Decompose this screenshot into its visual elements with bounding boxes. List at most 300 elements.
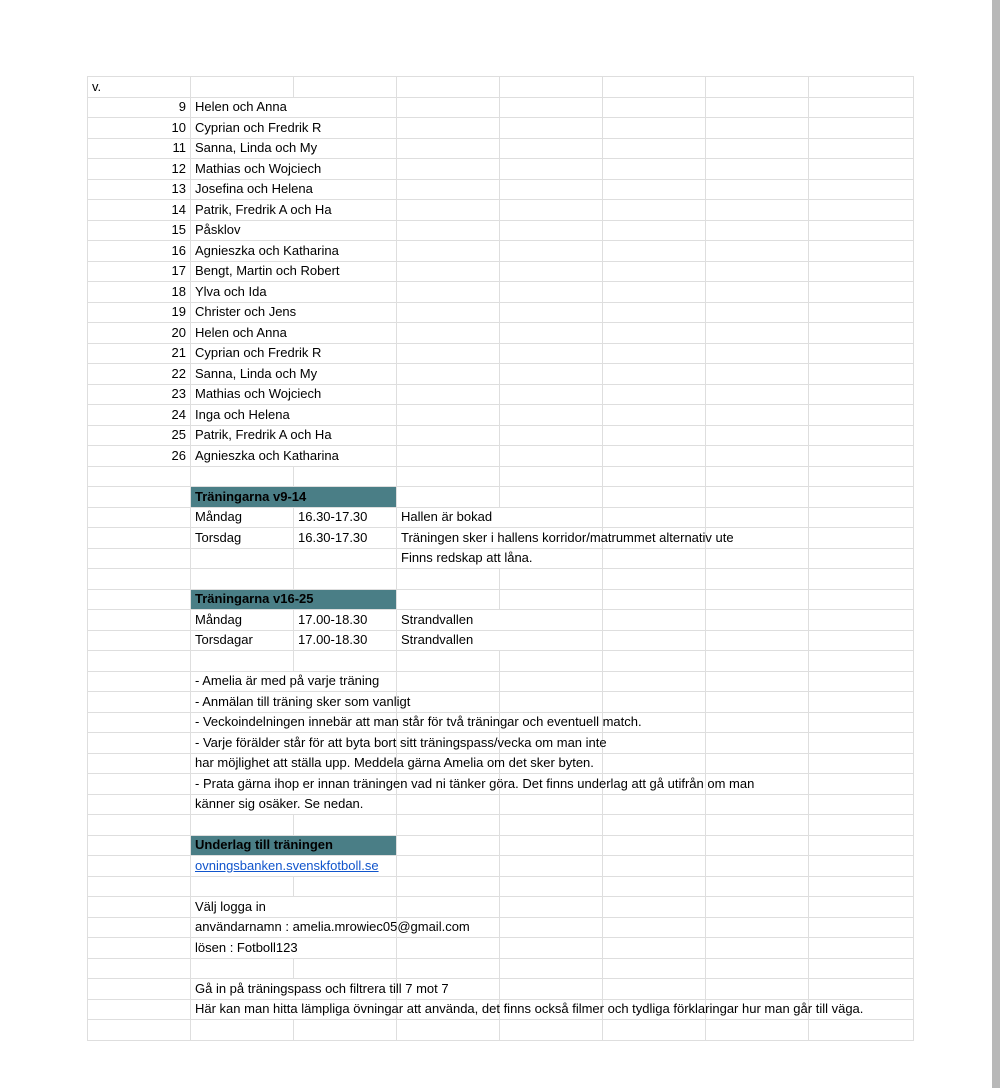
cell[interactable] (500, 118, 603, 139)
week-number[interactable]: 25 (88, 425, 191, 446)
cell[interactable] (603, 733, 706, 754)
responsible-names[interactable]: Agnieszka och Katharina (191, 241, 294, 262)
cell[interactable] (706, 815, 809, 836)
cell[interactable] (706, 1020, 809, 1041)
cell[interactable] (500, 200, 603, 221)
cell[interactable] (500, 630, 603, 651)
cell[interactable] (191, 958, 294, 979)
cell[interactable] (500, 220, 603, 241)
responsible-names[interactable]: Helen och Anna (191, 323, 294, 344)
cell[interactable] (809, 917, 914, 938)
cell[interactable] (397, 487, 500, 508)
cell[interactable] (500, 302, 603, 323)
cell[interactable] (706, 938, 809, 959)
responsible-names[interactable]: Josefina och Helena (191, 179, 294, 200)
cell[interactable] (294, 220, 397, 241)
cell[interactable] (706, 138, 809, 159)
week-number[interactable]: 18 (88, 282, 191, 303)
cell[interactable] (706, 979, 809, 1000)
cell[interactable] (500, 917, 603, 938)
cell[interactable] (809, 651, 914, 672)
cell[interactable] (809, 958, 914, 979)
cell[interactable] (809, 220, 914, 241)
cell[interactable] (809, 610, 914, 631)
cell[interactable] (397, 159, 500, 180)
responsible-names[interactable]: Påsklov (191, 220, 294, 241)
training-day[interactable]: Torsdag (191, 528, 294, 549)
cell[interactable] (706, 610, 809, 631)
note-text[interactable]: - Varje förälder står för att byta bort sitt träningspass/vecka om man inte (191, 733, 294, 754)
cell[interactable] (706, 692, 809, 713)
cell[interactable] (603, 835, 706, 856)
cell[interactable] (397, 282, 500, 303)
responsible-names[interactable]: Ylva och Ida (191, 282, 294, 303)
week-number[interactable]: 15 (88, 220, 191, 241)
cell[interactable] (603, 179, 706, 200)
cell[interactable] (809, 1020, 914, 1041)
responsible-names[interactable]: Sanna, Linda och My (191, 364, 294, 385)
training-day[interactable]: Måndag (191, 507, 294, 528)
link-cell[interactable] (191, 856, 379, 877)
cell[interactable] (500, 159, 603, 180)
cell[interactable] (809, 466, 914, 487)
cell[interactable] (397, 241, 500, 262)
cell[interactable] (809, 630, 914, 651)
cell[interactable] (809, 384, 914, 405)
cell[interactable] (397, 958, 500, 979)
cell[interactable] (706, 261, 809, 282)
cell[interactable] (397, 446, 500, 467)
cell[interactable] (500, 835, 603, 856)
cell[interactable] (88, 753, 191, 774)
login-text[interactable]: lösen : Fotboll123 (191, 938, 294, 959)
cell[interactable] (397, 384, 500, 405)
cell[interactable] (191, 77, 294, 98)
cell[interactable] (603, 220, 706, 241)
cell[interactable] (397, 364, 500, 385)
cell[interactable] (88, 835, 191, 856)
cell[interactable] (88, 1020, 191, 1041)
cell[interactable] (603, 671, 706, 692)
cell[interactable] (706, 507, 809, 528)
cell[interactable] (603, 241, 706, 262)
cell[interactable] (809, 138, 914, 159)
cell[interactable] (603, 384, 706, 405)
training-note[interactable]: Finns redskap att låna. (397, 548, 500, 569)
cell[interactable] (809, 733, 914, 754)
cell[interactable] (706, 425, 809, 446)
cell[interactable] (294, 323, 397, 344)
cell[interactable] (706, 220, 809, 241)
cell[interactable] (706, 200, 809, 221)
cell[interactable] (88, 569, 191, 590)
cell[interactable] (706, 405, 809, 426)
cell[interactable] (706, 179, 809, 200)
responsible-names[interactable]: Mathias och Wojciech (191, 384, 294, 405)
cell[interactable] (809, 425, 914, 446)
cell[interactable] (294, 302, 397, 323)
cell[interactable] (603, 815, 706, 836)
cell[interactable] (500, 794, 603, 815)
cell[interactable] (706, 548, 809, 569)
cell[interactable] (500, 692, 603, 713)
cell[interactable] (397, 1020, 500, 1041)
cell[interactable] (294, 938, 397, 959)
cell[interactable] (500, 446, 603, 467)
cell[interactable] (603, 979, 706, 1000)
cell[interactable] (191, 651, 294, 672)
cell[interactable] (809, 938, 914, 959)
week-number[interactable]: 19 (88, 302, 191, 323)
responsible-names[interactable]: Patrik, Fredrik A och Ha (191, 200, 294, 221)
cell[interactable] (706, 446, 809, 467)
note-text[interactable]: har möjlighet att ställa upp. Meddela gärna Amelia om det sker byten. (191, 753, 294, 774)
responsible-names[interactable]: Sanna, Linda och My (191, 138, 294, 159)
responsible-names[interactable]: Christer och Jens (191, 302, 294, 323)
cell[interactable] (603, 651, 706, 672)
cell[interactable] (603, 589, 706, 610)
training-time[interactable] (294, 548, 397, 569)
week-number[interactable]: 11 (88, 138, 191, 159)
week-number[interactable]: 14 (88, 200, 191, 221)
cell[interactable] (500, 1020, 603, 1041)
cell[interactable] (706, 856, 809, 877)
training-resource-link[interactable]: ovningsbanken.svenskfotboll.se (195, 857, 379, 873)
cell[interactable] (88, 958, 191, 979)
cell[interactable] (706, 77, 809, 98)
cell[interactable] (603, 897, 706, 918)
responsible-names[interactable]: Inga och Helena (191, 405, 294, 426)
responsible-names[interactable]: Helen och Anna (191, 97, 294, 118)
cell[interactable] (88, 651, 191, 672)
note-text[interactable]: - Anmälan till träning sker som vanligt (191, 692, 294, 713)
cell[interactable] (88, 487, 191, 508)
cell[interactable] (397, 794, 500, 815)
cell[interactable] (500, 364, 603, 385)
cell[interactable] (809, 77, 914, 98)
training-time[interactable]: 17.00-18.30 (294, 610, 397, 631)
cell[interactable] (500, 179, 603, 200)
cell[interactable] (500, 856, 603, 877)
cell[interactable] (603, 610, 706, 631)
cell[interactable] (706, 876, 809, 897)
cell[interactable] (809, 979, 914, 1000)
cell[interactable] (603, 753, 706, 774)
cell[interactable] (191, 815, 294, 836)
cell[interactable] (294, 815, 397, 836)
cell[interactable] (706, 794, 809, 815)
week-number[interactable]: 9 (88, 97, 191, 118)
cell[interactable] (809, 897, 914, 918)
cell[interactable] (397, 589, 500, 610)
cell[interactable] (88, 671, 191, 692)
training-note[interactable]: Strandvallen (397, 630, 500, 651)
cell[interactable] (500, 77, 603, 98)
training-day[interactable]: Måndag (191, 610, 294, 631)
cell[interactable] (706, 712, 809, 733)
cell[interactable] (500, 938, 603, 959)
cell[interactable] (500, 815, 603, 836)
cell[interactable] (809, 343, 914, 364)
cell[interactable] (397, 323, 500, 344)
cell[interactable] (294, 405, 397, 426)
cell[interactable] (809, 548, 914, 569)
cell[interactable] (397, 466, 500, 487)
cell[interactable] (88, 938, 191, 959)
cell[interactable] (88, 979, 191, 1000)
cell[interactable] (809, 569, 914, 590)
responsible-names[interactable]: Cyprian och Fredrik R (191, 118, 294, 139)
cell[interactable] (706, 487, 809, 508)
cell[interactable] (88, 876, 191, 897)
cell[interactable] (397, 876, 500, 897)
cell[interactable] (809, 487, 914, 508)
cell[interactable] (809, 97, 914, 118)
cell[interactable] (809, 753, 914, 774)
cell[interactable] (88, 692, 191, 713)
week-number[interactable]: 24 (88, 405, 191, 426)
cell[interactable] (88, 999, 191, 1020)
cell[interactable] (294, 97, 397, 118)
cell[interactable] (500, 323, 603, 344)
cell[interactable] (706, 897, 809, 918)
week-number[interactable]: 16 (88, 241, 191, 262)
cell[interactable] (294, 876, 397, 897)
cell[interactable] (397, 179, 500, 200)
cell[interactable] (809, 446, 914, 467)
cell[interactable] (809, 815, 914, 836)
cell[interactable] (88, 610, 191, 631)
cell[interactable] (603, 917, 706, 938)
cell[interactable] (397, 856, 500, 877)
cell[interactable] (294, 651, 397, 672)
cell[interactable] (191, 569, 294, 590)
week-number[interactable]: 22 (88, 364, 191, 385)
cell[interactable] (706, 630, 809, 651)
cell[interactable] (809, 876, 914, 897)
cell[interactable] (397, 835, 500, 856)
cell[interactable] (500, 425, 603, 446)
cell[interactable] (603, 1020, 706, 1041)
cell[interactable] (191, 466, 294, 487)
cell[interactable] (706, 466, 809, 487)
training-time[interactable]: 17.00-18.30 (294, 630, 397, 651)
cell[interactable] (88, 794, 191, 815)
cell[interactable] (706, 343, 809, 364)
cell[interactable] (500, 671, 603, 692)
cell[interactable] (603, 876, 706, 897)
cell[interactable] (809, 692, 914, 713)
training-note[interactable]: Strandvallen (397, 610, 500, 631)
cell[interactable] (706, 282, 809, 303)
cell[interactable] (397, 651, 500, 672)
cell[interactable] (603, 302, 706, 323)
cell[interactable] (603, 323, 706, 344)
cell[interactable] (809, 364, 914, 385)
cell[interactable] (88, 774, 191, 795)
week-number[interactable]: 21 (88, 343, 191, 364)
instruction-text[interactable]: Här kan man hitta lämpliga övningar att använda, det finns också filmer och tydliga förklaringar hur man går till väga. (191, 999, 294, 1020)
week-column-header[interactable]: v. (88, 77, 191, 98)
cell[interactable] (397, 97, 500, 118)
cell[interactable] (500, 97, 603, 118)
cell[interactable] (603, 282, 706, 303)
cell[interactable] (500, 282, 603, 303)
training-day[interactable]: Torsdagar (191, 630, 294, 651)
cell[interactable] (500, 343, 603, 364)
training-note[interactable]: Hallen är bokad (397, 507, 500, 528)
note-text[interactable]: - Prata gärna ihop er innan träningen vad ni tänker göra. Det finns underlag att gå utifrån om man (191, 774, 294, 795)
cell[interactable] (809, 507, 914, 528)
cell[interactable] (294, 569, 397, 590)
cell[interactable] (809, 835, 914, 856)
cell[interactable] (88, 856, 191, 877)
cell[interactable] (809, 200, 914, 221)
cell[interactable] (809, 241, 914, 262)
cell[interactable] (500, 876, 603, 897)
cell[interactable] (603, 938, 706, 959)
cell[interactable] (603, 364, 706, 385)
week-number[interactable]: 26 (88, 446, 191, 467)
cell[interactable] (809, 261, 914, 282)
cell[interactable] (603, 507, 706, 528)
cell[interactable] (397, 220, 500, 241)
login-text[interactable]: användarnamn : amelia.mrowiec05@gmail.com (191, 917, 294, 938)
cell[interactable] (706, 302, 809, 323)
cell[interactable] (294, 466, 397, 487)
cell[interactable] (397, 569, 500, 590)
cell[interactable] (603, 958, 706, 979)
note-text[interactable]: - Veckoindelningen innebär att man står för två träningar och eventuell match. (191, 712, 294, 733)
training-title[interactable]: Träningarna v16-25 (191, 589, 397, 610)
cell[interactable] (500, 405, 603, 426)
cell[interactable] (397, 815, 500, 836)
cell[interactable] (603, 118, 706, 139)
cell[interactable] (500, 958, 603, 979)
cell[interactable] (809, 405, 914, 426)
cell[interactable] (397, 897, 500, 918)
cell[interactable] (809, 159, 914, 180)
cell[interactable] (603, 446, 706, 467)
cell[interactable] (706, 364, 809, 385)
cell[interactable] (706, 384, 809, 405)
cell[interactable] (706, 671, 809, 692)
cell[interactable] (603, 97, 706, 118)
week-number[interactable]: 13 (88, 179, 191, 200)
cell[interactable] (706, 917, 809, 938)
cell[interactable] (706, 159, 809, 180)
training-time[interactable]: 16.30-17.30 (294, 507, 397, 528)
cell[interactable] (603, 261, 706, 282)
cell[interactable] (88, 528, 191, 549)
cell[interactable] (809, 794, 914, 815)
cell[interactable] (603, 77, 706, 98)
cell[interactable] (603, 200, 706, 221)
cell[interactable] (88, 548, 191, 569)
cell[interactable] (500, 466, 603, 487)
cell[interactable] (500, 241, 603, 262)
training-title[interactable]: Träningarna v9-14 (191, 487, 397, 508)
cell[interactable] (603, 138, 706, 159)
cell[interactable] (706, 118, 809, 139)
cell[interactable] (809, 671, 914, 692)
cell[interactable] (397, 118, 500, 139)
cell[interactable] (706, 958, 809, 979)
cell[interactable] (294, 958, 397, 979)
cell[interactable] (603, 856, 706, 877)
week-number[interactable]: 20 (88, 323, 191, 344)
login-text[interactable]: Välj logga in (191, 897, 294, 918)
note-text[interactable]: - Amelia är med på varje träning (191, 671, 294, 692)
cell[interactable] (603, 343, 706, 364)
training-note[interactable]: Träningen sker i hallens korridor/matrummet alternativ ute (397, 528, 500, 549)
responsible-names[interactable]: Mathias och Wojciech (191, 159, 294, 180)
cell[interactable] (397, 405, 500, 426)
cell[interactable] (88, 733, 191, 754)
cell[interactable] (809, 589, 914, 610)
cell[interactable] (397, 261, 500, 282)
cell[interactable] (706, 241, 809, 262)
cell[interactable] (706, 589, 809, 610)
cell[interactable] (88, 466, 191, 487)
cell[interactable] (500, 487, 603, 508)
responsible-names[interactable]: Patrik, Fredrik A och Ha (191, 425, 294, 446)
cell[interactable] (603, 159, 706, 180)
cell[interactable] (500, 589, 603, 610)
cell[interactable] (397, 425, 500, 446)
cell[interactable] (191, 1020, 294, 1041)
cell[interactable] (500, 610, 603, 631)
week-number[interactable]: 12 (88, 159, 191, 180)
cell[interactable] (809, 528, 914, 549)
cell[interactable] (397, 343, 500, 364)
cell[interactable] (500, 651, 603, 672)
cell[interactable] (603, 425, 706, 446)
training-day[interactable] (191, 548, 294, 569)
cell[interactable] (603, 487, 706, 508)
cell[interactable] (706, 97, 809, 118)
cell[interactable] (88, 507, 191, 528)
cell[interactable] (603, 630, 706, 651)
cell[interactable] (397, 692, 500, 713)
cell[interactable] (191, 876, 294, 897)
cell[interactable] (397, 77, 500, 98)
cell[interactable] (603, 794, 706, 815)
cell[interactable] (500, 138, 603, 159)
cell[interactable] (809, 179, 914, 200)
cell[interactable] (500, 569, 603, 590)
cell[interactable] (706, 733, 809, 754)
cell[interactable] (706, 651, 809, 672)
cell[interactable] (706, 753, 809, 774)
cell[interactable] (397, 138, 500, 159)
cell[interactable] (603, 405, 706, 426)
instruction-text[interactable]: Gå in på träningspass och filtrera till 7 mot 7 (191, 979, 294, 1000)
cell[interactable] (603, 466, 706, 487)
cell[interactable] (294, 77, 397, 98)
cell[interactable] (603, 548, 706, 569)
cell[interactable] (294, 282, 397, 303)
cell[interactable] (397, 671, 500, 692)
cell[interactable] (809, 774, 914, 795)
cell[interactable] (706, 569, 809, 590)
cell[interactable] (294, 1020, 397, 1041)
cell[interactable] (88, 712, 191, 733)
cell[interactable] (500, 979, 603, 1000)
resources-title[interactable]: Underlag till träningen (191, 835, 397, 856)
cell[interactable] (603, 569, 706, 590)
cell[interactable] (500, 507, 603, 528)
